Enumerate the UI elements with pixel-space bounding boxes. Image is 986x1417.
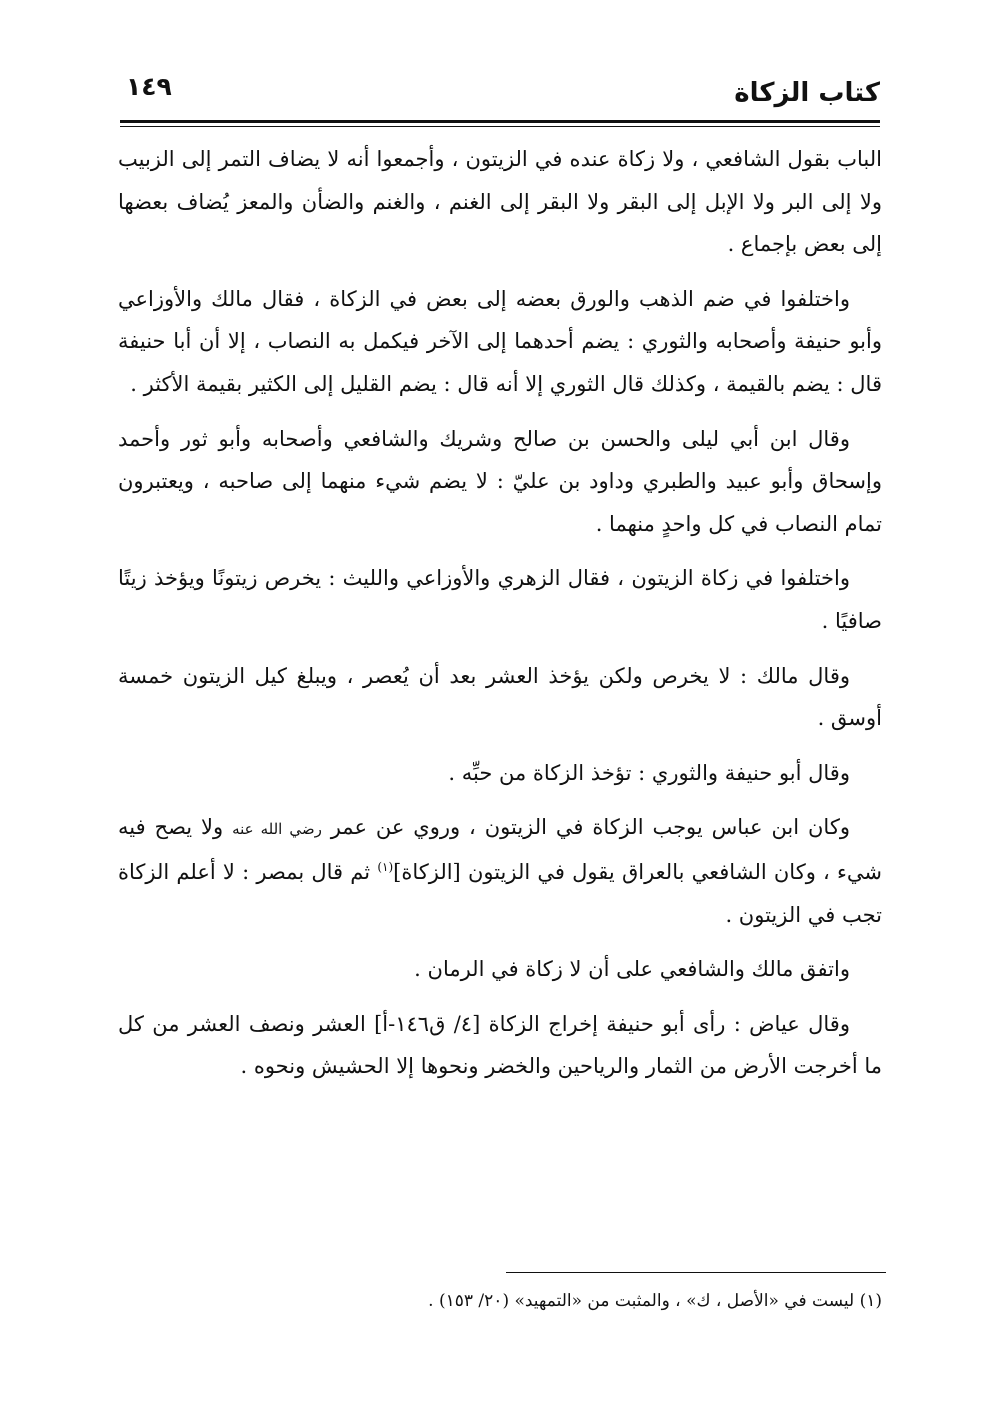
- paragraph-7-part-a: وكان ابن عباس يوجب الزكاة في الزيتون ، وروي عن عمر: [330, 815, 850, 840]
- honorific-mark: رضي الله عنه: [232, 820, 322, 839]
- paragraph-8: واتفق مالك والشافعي على أن لا زكاة في الرمان .: [414, 957, 850, 982]
- footnote-separator: [506, 1272, 886, 1273]
- header-rule-thick: [120, 120, 880, 123]
- footnote-marker[interactable]: (١): [377, 859, 394, 874]
- chapter-title: كتاب الزكاة: [734, 78, 880, 108]
- paragraph-9: وقال عياض : رأى أبو حنيفة إخراج الزكاة [٤/ ق١٤٦-أ] العشر ونصف العشر من كل ما أخرجت الأرض من الثمار والرياحين والخضر ونحوها إلا الحشيش ونحوه .: [118, 1011, 882, 1079]
- main-text: [118, 138, 882, 1100]
- paragraph-7: [118, 806, 882, 936]
- paragraph-3: وقال ابن أبي ليلى والحسن بن صالح وشريك والشافعي وأصحابه وأبو ثور وأحمد وإسحاق وأبو عبيد والطبري وداود بن عليّ : لا يضم شيء منهما إلى صاحبه ، ويعتبرون تمام النصاب في كل واحدٍ منهما .: [118, 426, 882, 536]
- page-number: ١٤٩: [126, 72, 172, 101]
- paragraph-7-part-b: ولا يصح فيه شيء ، وكان الشافعي بالعراق يقول في الزيتون [الزكاة]: [118, 815, 882, 884]
- paragraph-4: واختلفوا في زكاة الزيتون ، فقال الزهري والأوزاعي والليث : يخرص زيتونًا ويؤخذ زيتًا صافيًا .: [118, 566, 882, 633]
- running-header: [120, 64, 880, 116]
- footnote: (١) ليست في «الأصل ، ك» ، والمثبت من «التمهيد» (٢٠/ ١٥٣) .: [428, 1291, 882, 1311]
- header-rule-thin: [120, 126, 880, 127]
- paragraph-1: الباب بقول الشافعي ، ولا زكاة عنده في الزيتون ، وأجمعوا أنه لا يضاف التمر إلى الزبيب ولا إلى البر ولا الإبل إلى البقر ولا البقر إلى الغنم ، والغنم والضأن والمعز يُضاف بعضها إلى بعض بإجماع .: [118, 147, 882, 257]
- paragraph-7-part-c: ثم قال بمصر : لا أعلم الزكاة تجب في الزيتون .: [118, 859, 882, 927]
- paragraph-5: وقال مالك : لا يخرص ولكن يؤخذ العشر بعد أن يُعصر ، ويبلغ كيل الزيتون خمسة أوسق .: [118, 663, 882, 731]
- paragraph-6: وقال أبو حنيفة والثوري : تؤخذ الزكاة من حبِّه .: [448, 760, 850, 785]
- paragraph-2: واختلفوا في ضم الذهب والورق بعضه إلى بعض في الزكاة ، فقال مالك والأوزاعي وأبو حنيفة وأصحابه والثوري : يضم أحدهما إلى الآخر فيكمل به النصاب ، إلا أن أبا حنيفة قال : يضم بالقيمة ، وكذلك قال الثوري إلا أنه قال : يضم القليل إلى الكثير بقيمة الأكثر .: [118, 286, 882, 396]
